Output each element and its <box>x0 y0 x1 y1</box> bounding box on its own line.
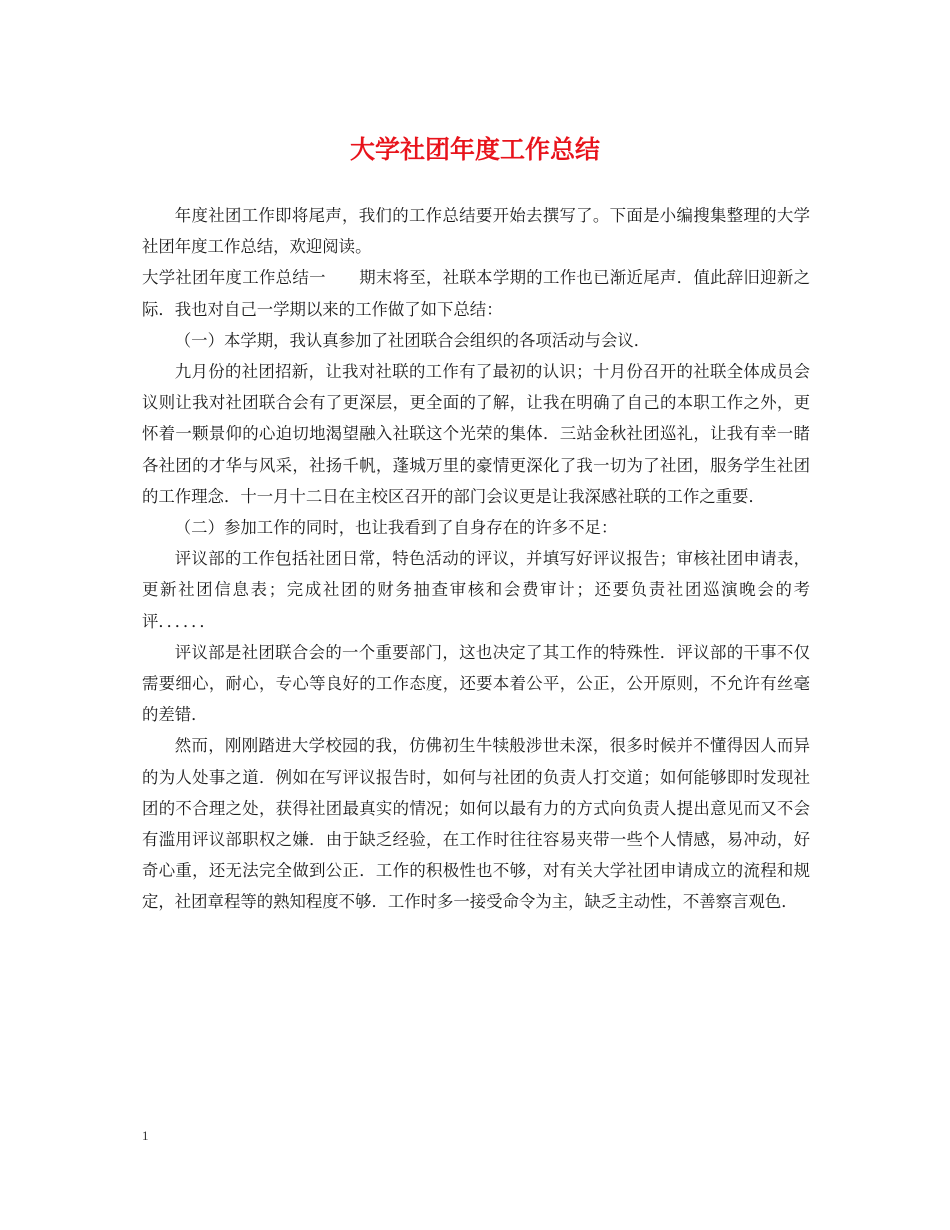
page-title: 大学社团年度工作总结 <box>349 135 600 164</box>
paragraph-club-recruitment: 九月份的社团招新，让我对社联的工作有了最初的认识；十月份召开的社联全体成员会议则让我对社团联合会有了更深层，更全面的了解，让我在明确了自己的本职工作之外，更怀着一颗景仰的心迫切地渴望融入社联这个光荣的集体．三站金秋社团巡礼，让我有幸一睹各社团的才华与风采，社扬千帆，蓬城万里的豪情更深化了我一切为了社团，服务学生社团的工作理念．十一月十二日在主校区召开的部门会议更是让我深感社联的工作之重要． <box>142 362 810 506</box>
paragraph-point-one: （一）本学期，我认真参加了社团联合会组织的各项活动与会议． <box>174 330 651 350</box>
paragraph-evaluation-importance: 评议部是社团联合会的一个重要部门，这也决定了其工作的特殊性．评议部的干事不仅需要细心，耐心，专心等良好的工作态度，还要本着公平，公正，公开原则，不允许有丝毫的差错． <box>142 642 810 725</box>
paragraph-evaluation-duties: 评议部的工作包括社团日常，特色活动的评议，并填写好评议报告；审核社团申请表，更新社团信息表；完成社团的财务抽查审核和会费审计；还要负责社团巡演晚会的考评．．．．．． <box>142 549 810 631</box>
paragraph-section-one-opening: 大学社团年度工作总结一 期末将至，社联本学期的工作也已渐近尾声．值此辞旧迎新之际．我也对自己一学期以来的工作做了如下总结： <box>142 268 810 319</box>
page-number: 1 <box>142 1128 149 1143</box>
paragraph-shortcomings: 然而，刚刚踏进大学校园的我，仿佛初生牛犊般涉世未深，很多时候并不懂得因人而异的为人处事之道．例如在写评议报告时，如何与社团的负责人打交道；如何能够即时发现社团的不合理之处，获得社团最真实的情况；如何以最有力的方式向负责人提出意见而又不会有滥用评议部职权之嫌．由于缺乏经验，在工作时往往容易夹带一些个人情感，易冲动，好奇心重，还无法完全做到公正．工作的积极性也不够，对有关大学社团申请成立的流程和规定，社团章程等的熟知程度不够．工作时多一接受命令为主，缺乏主动性，不善察言观色． <box>142 736 810 912</box>
paragraph-intro: 年度社团工作即将尾声，我们的工作总结要开始去撰写了。下面是小编搜集整理的大学社团年度工作总结，欢迎阅读。 <box>142 206 810 257</box>
paragraph-point-two: （二）参加工作的同时，也让我看到了自身存在的许多不足： <box>174 518 618 538</box>
document-body <box>142 200 810 918</box>
